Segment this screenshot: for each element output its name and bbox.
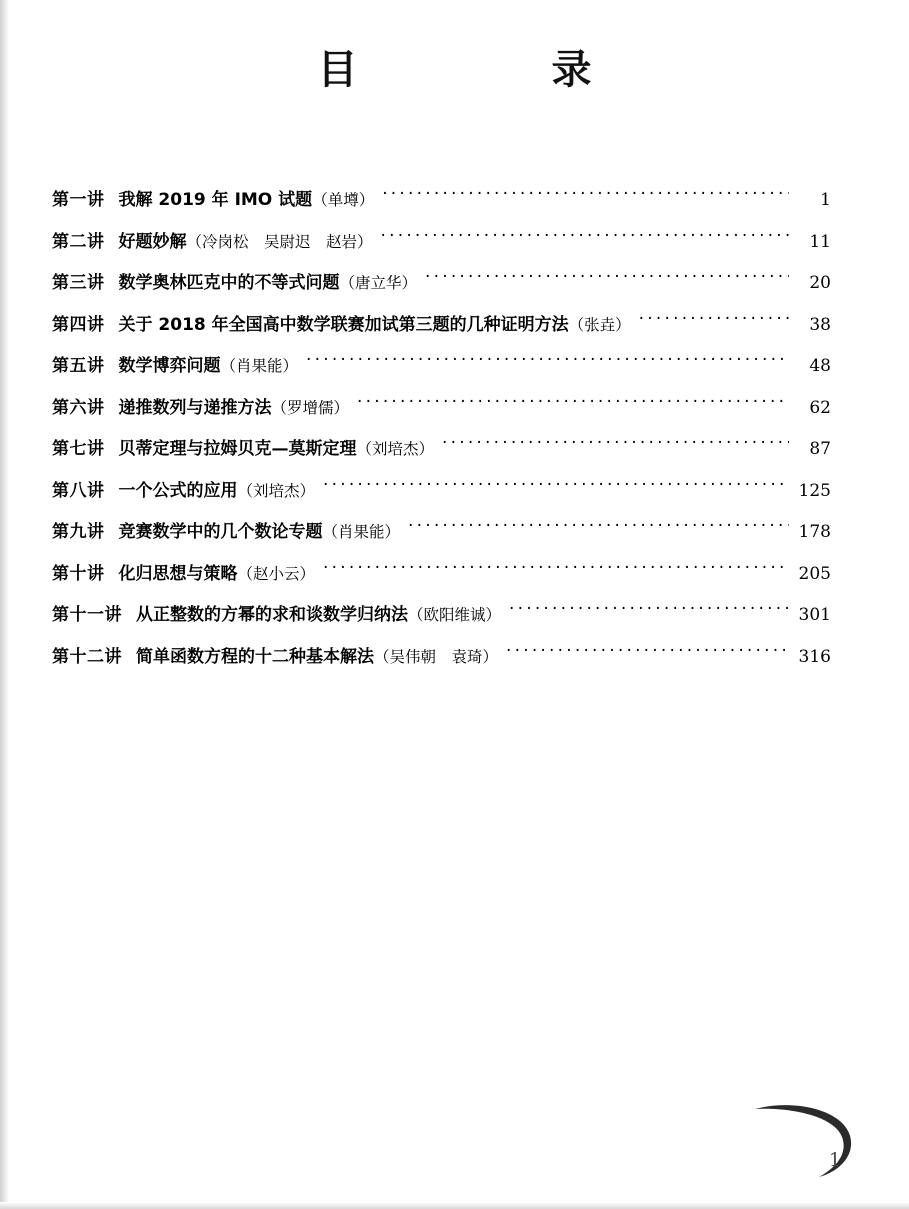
toc-entry-title: [118, 231, 373, 252]
toc-lecture-label: 第六讲: [52, 397, 105, 418]
toc-lecture-label: 第四讲: [52, 314, 105, 335]
toc-entry[interactable]: [52, 229, 831, 251]
toc-entry-page: 125: [798, 480, 831, 501]
toc-entry[interactable]: [52, 602, 831, 624]
toc-entry-author: （刘培杰）: [356, 440, 435, 458]
toc-entry-page: 1: [820, 190, 831, 210]
toc-entry-author: （欧阳维诚）: [408, 606, 502, 624]
toc-title-text: 数学博弈问题: [118, 356, 221, 376]
toc-entry-author: （单墫）: [312, 191, 375, 209]
toc-lecture-label: 第五讲: [52, 356, 105, 376]
toc-lecture-label: 第八讲: [52, 480, 105, 501]
toc-dot-leader: [506, 644, 789, 662]
toc-entry-author: （肖果能）: [220, 357, 299, 375]
toc-entry-title: [118, 480, 316, 501]
toc-dot-leader: [509, 602, 789, 620]
toc-title-text: 递推数列与递推方法: [118, 397, 272, 418]
toc-title-text: 简单函数方程的十二种基本解法: [136, 646, 374, 667]
toc-dot-leader: [442, 436, 789, 454]
toc-entry-page: 178: [798, 522, 831, 542]
toc-entry-author: （刘培杰）: [237, 481, 316, 500]
toc-title-text: 化归思想与策略: [118, 563, 238, 584]
toc-dot-leader: [382, 187, 789, 205]
toc-entry[interactable]: [52, 353, 831, 375]
toc-entry-author: （冷岗松 吴尉迟 赵岩）: [186, 232, 373, 251]
toc-dot-leader: [323, 478, 789, 496]
toc-entry-page: 316: [798, 646, 831, 667]
toc-dot-leader: [639, 312, 789, 330]
toc-entry[interactable]: [52, 270, 831, 292]
toc-entry-page: 301: [798, 605, 831, 625]
toc-entry-author: （张垚）: [568, 315, 631, 334]
toc-title-text: 我解 2019 年 IMO 试题: [118, 190, 313, 210]
toc-entry-title: [118, 563, 316, 584]
toc-entry[interactable]: [52, 644, 831, 666]
toc-entry-title: [118, 314, 631, 335]
toc-title-text: 从正整数的方幂的求和谈数学归纳法: [136, 605, 408, 625]
toc-entry-author: （唐立华）: [339, 274, 418, 292]
toc-entry[interactable]: [52, 561, 831, 583]
page-left-shadow: [0, 0, 9, 1209]
toc-entry-page: 205: [798, 563, 831, 584]
toc-dot-leader: [306, 353, 789, 371]
toc-title-text: 好题妙解: [118, 231, 187, 252]
toc-lecture-label: 第十一讲: [52, 605, 122, 625]
toc-entry-title: [119, 358, 299, 375]
toc-title-text: 竞赛数学中的几个数论专题: [118, 522, 323, 542]
toc-entry-page: 48: [809, 356, 831, 376]
toc-title-text: 贝蒂定理与拉姆贝克—莫斯定理: [118, 439, 357, 459]
toc-title-text: 数学奥林匹克中的不等式问题: [118, 273, 340, 293]
toc-entry-title: [119, 441, 435, 458]
toc-lecture-label: 第十讲: [52, 563, 105, 584]
toc-entry-author: （吴伟朝 袁琦）: [374, 647, 499, 666]
toc-entry-title: [136, 607, 501, 624]
toc-lecture-label: 第二讲: [52, 231, 105, 252]
toc-entry-title: [119, 192, 375, 209]
toc-dot-leader: [323, 561, 789, 579]
page-title: 目 录: [317, 46, 630, 93]
toc-title-text: 关于 2018 年全国高中数学联赛加试第三题的几种证明方法: [118, 314, 569, 335]
toc-entry[interactable]: [52, 395, 831, 417]
toc-lecture-label: 第一讲: [52, 190, 105, 210]
toc-dot-leader: [408, 519, 789, 537]
table-of-contents: [0, 187, 909, 666]
toc-dot-leader: [425, 270, 789, 288]
toc-entry[interactable]: [52, 478, 831, 500]
toc-lecture-label: 第十二讲: [52, 646, 122, 667]
toc-entry-page: 87: [809, 439, 831, 459]
toc-lecture-label: 第三讲: [52, 273, 105, 293]
toc-entry-title: [118, 397, 350, 418]
page-number: 1: [828, 1149, 841, 1171]
toc-title-text: 一个公式的应用: [118, 480, 238, 501]
toc-entry[interactable]: [52, 519, 831, 541]
page-corner-mark: [753, 1103, 863, 1181]
toc-entry[interactable]: [52, 187, 831, 209]
toc-lecture-label: 第九讲: [52, 522, 105, 542]
swoosh-icon: [753, 1103, 863, 1181]
toc-entry[interactable]: [52, 312, 831, 334]
toc-entry-title: [119, 524, 401, 541]
toc-entry-title: [119, 275, 418, 292]
toc-entry-page: 11: [809, 231, 831, 252]
toc-entry[interactable]: [52, 436, 831, 458]
toc-dot-leader: [357, 395, 789, 413]
toc-entry-author: （罗增儒）: [271, 398, 350, 417]
toc-entry-author: （赵小云）: [237, 564, 316, 583]
toc-lecture-label: 第七讲: [52, 439, 105, 459]
toc-entry-page: 38: [809, 314, 831, 335]
toc-entry-author: （肖果能）: [322, 523, 401, 541]
toc-entry-page: 20: [809, 273, 831, 293]
toc-entry-title: [136, 646, 499, 667]
toc-entry-page: 62: [809, 397, 831, 418]
page-bottom-shadow: [0, 1202, 909, 1209]
toc-dot-leader: [381, 229, 789, 247]
